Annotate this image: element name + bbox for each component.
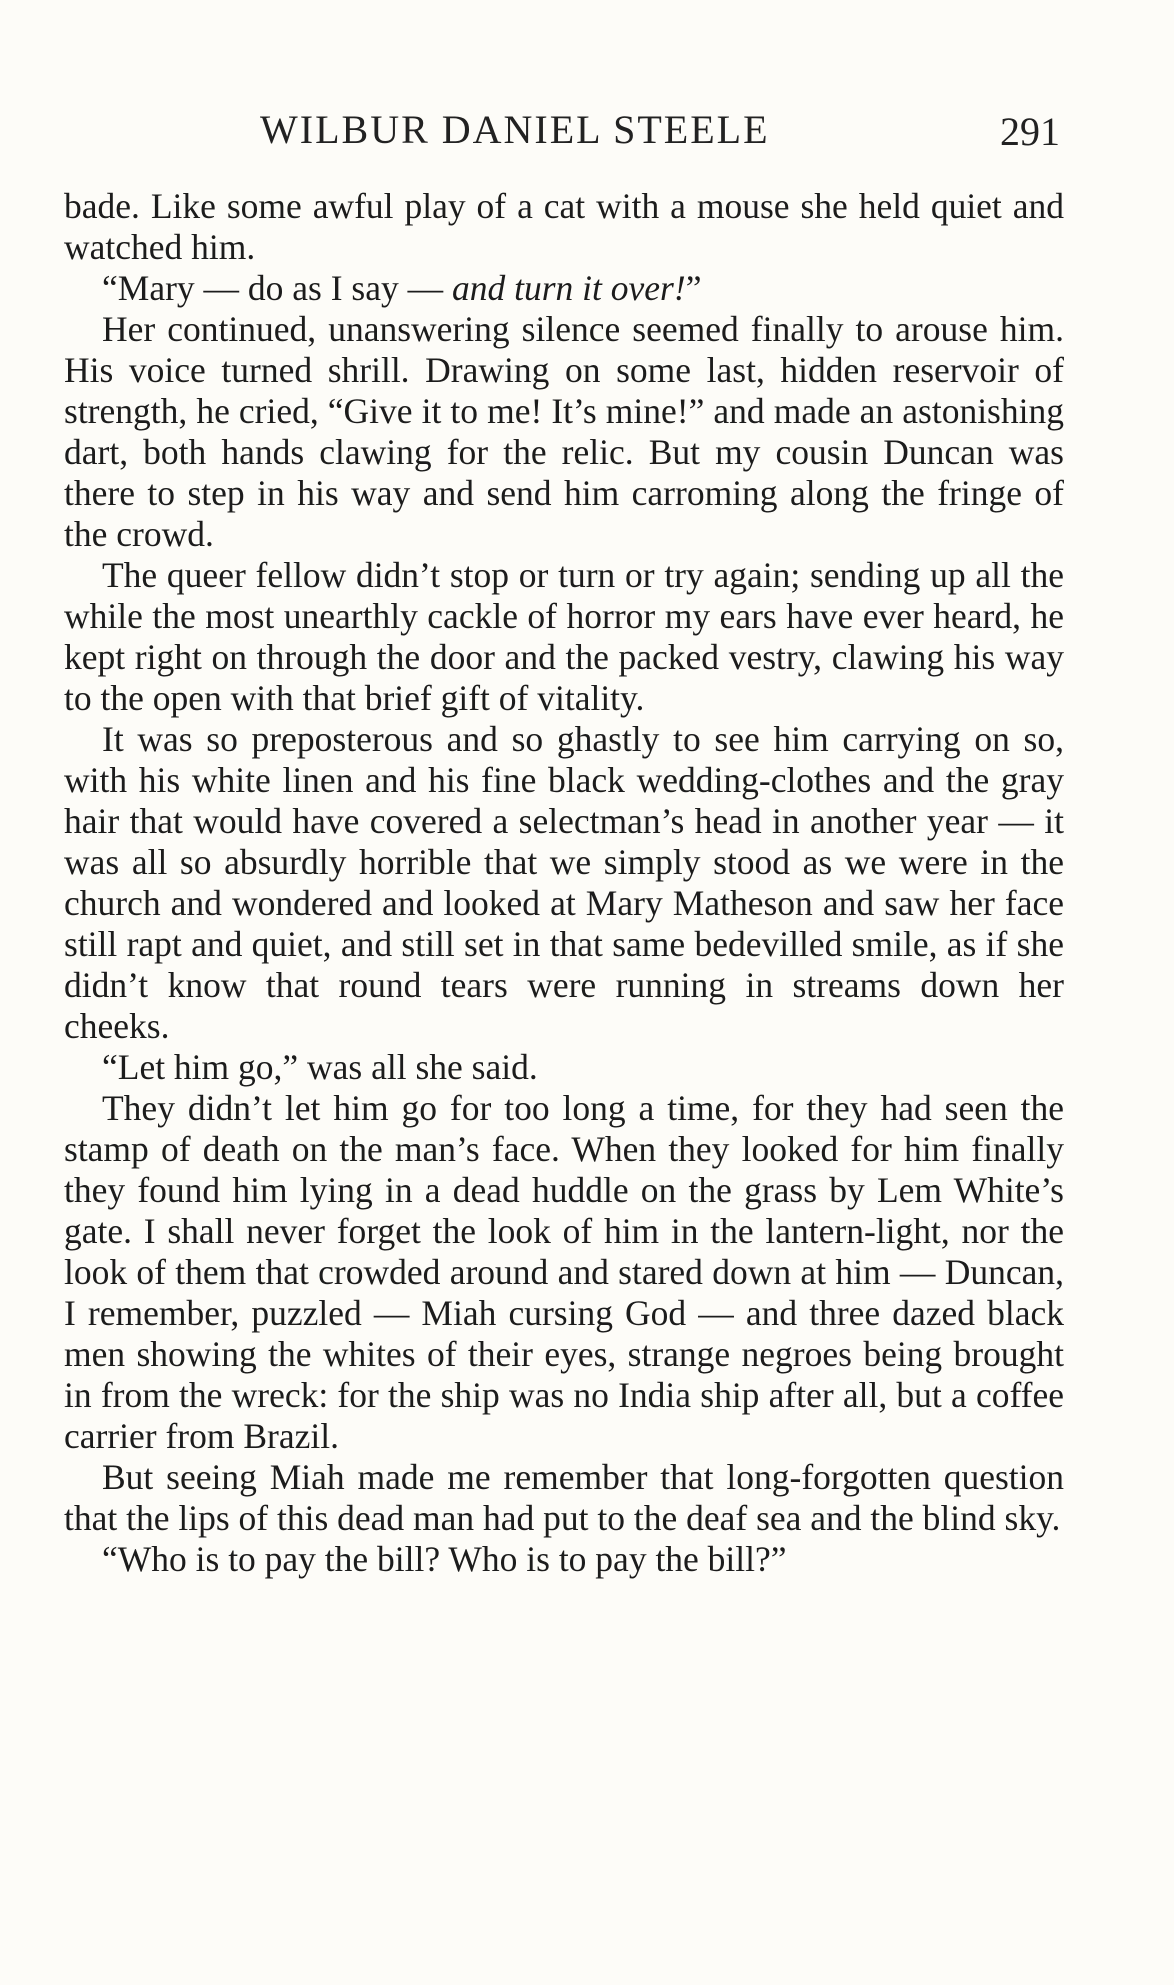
paragraph-9: “Who is to pay the bill? Who is to pay the bill?”: [102, 1539, 787, 1579]
page-header: [260, 106, 1070, 166]
paragraph-4: The queer fellow didn’t stop or turn or try again; sending up all the while the most unearthly cackle of horror my ears have ever heard, he kept right on through the door and the packed vestry, clawing his way to the open with that brief gift of vitality.: [64, 555, 1064, 718]
paragraph-1: bade. Like some awful play of a cat with a mouse she held quiet and watched him.: [64, 186, 1064, 267]
body-text: [64, 186, 1064, 1580]
paragraph-7: They didn’t let him go for too long a time, for they had seen the stamp of death on the man’s face. When they looked for him finally they found him lying in a dead huddle on the grass by Lem White’s gate. I shall never forget the look of him in the lantern-light, nor the look of them that crowded around and stared down at him — Duncan, I remember, puzzled — Miah cursing God — and three dazed black men showing the whites of their eyes, strange negroes being brought in from the wreck: for the ship was no India ship after all, but a coffee carrier from Brazil.: [64, 1088, 1064, 1456]
paragraph-3: Her continued, unanswering silence seemed finally to arouse him. His voice turned shrill. Drawing on some last, hidden reservoir of strength, he cried, “Give it to me! It’s mine!” and made an astonishing dart, both hands clawing for the relic. But my cousin Duncan was there to step in his way and send him carroming along the fringe of the crowd.: [64, 309, 1064, 554]
paragraph-6: “Let him go,” was all she said.: [102, 1047, 538, 1087]
paragraph-5: It was so preposterous and so ghastly to see him carrying on so, with his white linen and his fine black wedding-clothes and the gray hair that would have covered a selectman’s head in another year — it was all so absurdly horrible that we simply stood as we were in the church and wondered and looked at Mary Matheson and saw her face still rapt and quiet, and still set in that same bedevilled smile, as if she didn’t know that round tears were running in streams down her cheeks.: [64, 719, 1064, 1046]
paragraph-8: But seeing Miah made me remember that long-forgotten question that the lips of this dead man had put to the deaf sea and the blind sky.: [64, 1457, 1064, 1538]
page-number: 291: [1000, 109, 1060, 154]
running-head: WILBUR DANIEL STEELE: [260, 107, 770, 152]
paragraph-2: “Mary — do as I say — and turn it over!”: [102, 268, 702, 308]
